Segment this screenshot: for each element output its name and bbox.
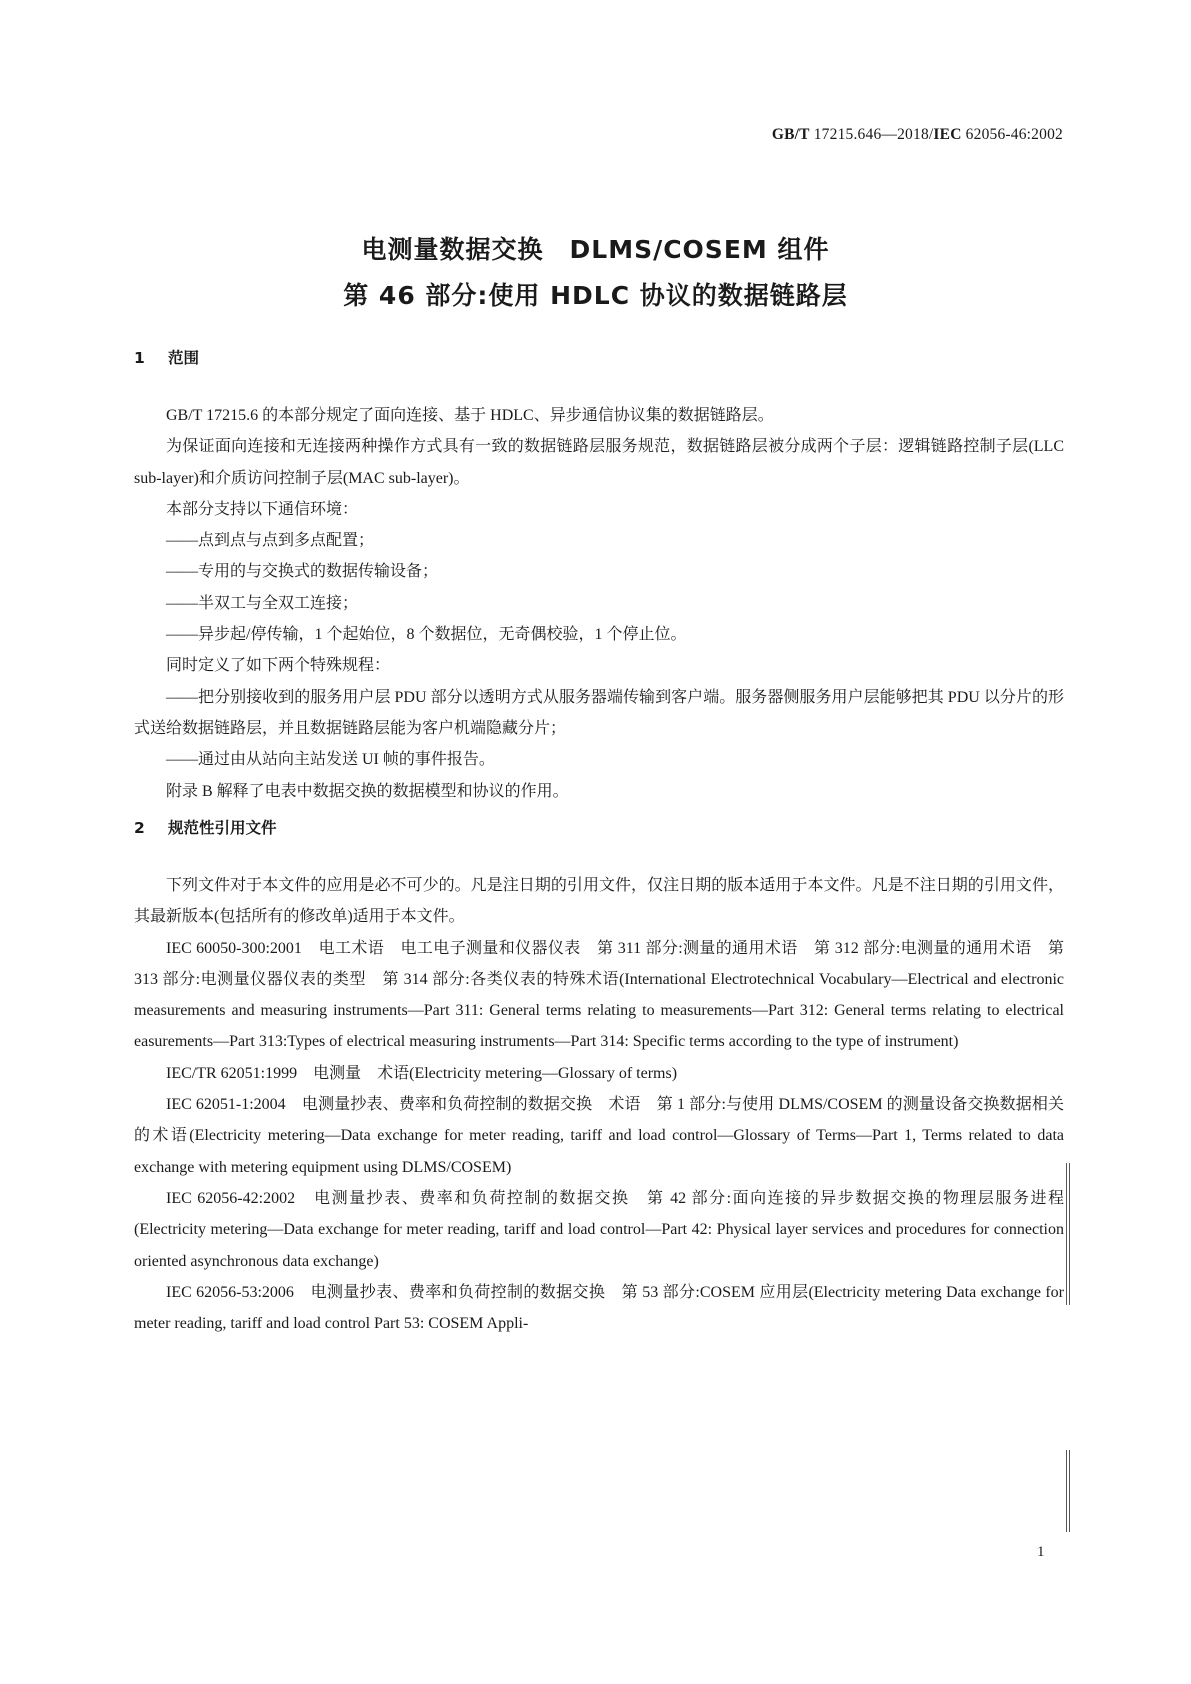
change-bar <box>1066 1163 1070 1305</box>
section-title: 范围 <box>168 349 200 367</box>
iec-prefix: IEC <box>933 126 962 143</box>
list-item: ——点到点与点到多点配置； <box>166 532 375 550</box>
paragraph: 同时定义了如下两个特殊规程： <box>166 657 391 675</box>
reference-entry: IEC/TR 62051:1999 电测量 术语(Electricity metering—Glossary of terms) <box>166 1064 678 1082</box>
paragraph: 本部分支持以下通信环境： <box>166 500 359 518</box>
list-item: ——把分别接收到的服务用户层 PDU 部分以透明方式从服务器端传输到客户端。服务器侧服务用户层能够把其 PDU 以分片的形式送给数据链路层，并且数据链路层能为客户机端隐藏分片； <box>134 688 1064 737</box>
paragraph: GB/T 17215.6 的本部分规定了面向连接、基于 HDLC、异步通信协议集的数据链路层。 <box>166 407 774 424</box>
paragraph: 为保证面向连接和无连接两种操作方式具有一致的数据链路层服务规范，数据链路层被分成两个子层：逻辑链路控制子层(LLC sub-layer)和介质访问控制子层(MAC sub-layer)。 <box>134 438 1064 487</box>
section-body-normative-references <box>134 870 1064 1339</box>
standard-number-header <box>772 126 1063 144</box>
reference-entry: IEC 62051-1:2004 电测量抄表、费率和负荷控制的数据交换 术语 第 1 部分:与使用 DLMS/COSEM 的测量设备交换数据相关的术语(Electricity metering—Data exchange for meter reading, tariff and load control—Glossary of Terms—Part 1, Terms related to data exchange with metering equipment using DLMS/COSEM) <box>134 1096 1064 1176</box>
section-heading-normative-references <box>134 816 277 838</box>
reference-entry: IEC 62056-53:2006 电测量抄表、费率和负荷控制的数据交换 第 53 部分:COSEM 应用层(Electricity metering Data exchange for meter reading, tariff and load control Part 53: COSEM Appli- <box>134 1283 1064 1333</box>
section-heading-scope <box>134 346 199 368</box>
paragraph: 附录 B 解释了电表中数据交换的数据模型和协议的作用。 <box>166 782 569 800</box>
standard-prefix: GB/T <box>771 126 810 143</box>
paragraph: 下列文件对于本文件的应用是必不可少的。凡是注日期的引用文件，仅注日期的版本适用于本文件。凡是不注日期的引用文件，其最新版本(包括所有的修改单)适用于本文件。 <box>134 877 1064 926</box>
document-title-line-2: 第 46 部分:使用 HDLC 协议的数据链路层 <box>343 281 848 310</box>
change-bar <box>1066 1450 1070 1532</box>
list-item: ——专用的与交换式的数据传输设备； <box>166 563 439 581</box>
list-item: ——异步起/停传输，1 个起始位，8 个数据位，无奇偶校验，1 个停止位。 <box>166 626 687 644</box>
section-title: 规范性引用文件 <box>168 819 277 837</box>
list-item: ——通过由从站向主站发送 UI 帧的事件报告。 <box>166 751 495 769</box>
list-item: ——半双工与全双工连接； <box>166 594 359 612</box>
reference-entry: IEC 62056-42:2002 电测量抄表、费率和负荷控制的数据交换 第 42 部分:面向连接的异步数据交换的物理层服务进程(Electricity metering—Data exchange for meter reading, tariff and load control—Part 42: Physical layer services and procedures for connection oriented asynchronous data exchange) <box>134 1189 1064 1270</box>
document-title-line-1: 电测量数据交换 DLMS/COSEM 组件 <box>361 235 830 264</box>
standard-number: 17215.646—2018/ <box>809 126 934 143</box>
reference-entry: IEC 60050-300:2001 电工术语 电工电子测量和仪器仪表 第 311 部分:测量的通用术语 第 312 部分:电测量的通用术语 第 313 部分:电测量仪器仪表的类型 第 314 部分:各类仪表的特殊术语(International Electrotechnical Vocabulary—Electrical and electronic measurements and measuring instruments—Part 311: General terms relating to measurements—Part 312: General terms relating to electrical easurements—Part 313:Types of electrical measuring instruments—Part 314: Specific terms according to the type of instrument) <box>134 939 1064 1051</box>
section-body-scope <box>134 400 1064 807</box>
section-number: 1 <box>134 349 145 367</box>
iec-number: 62056-46:2002 <box>961 126 1063 143</box>
section-number: 2 <box>134 819 145 837</box>
page-number: 1 <box>1037 1544 1045 1560</box>
